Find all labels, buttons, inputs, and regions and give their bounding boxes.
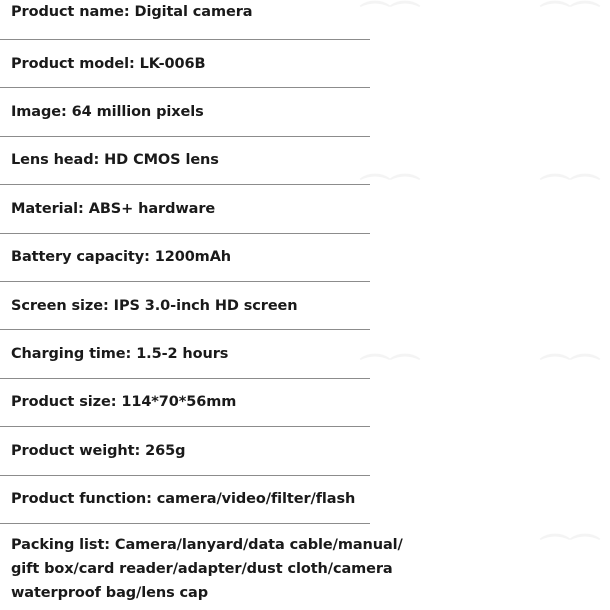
spec-row-product-model [0,40,370,88]
packing-list-line: gift box/card reader/adapter/dust cloth/camera [11,561,393,577]
watermark-mark: ⌒⌒ [540,173,600,208]
watermark-mark: ⌒⌒ [360,353,420,388]
spec-text: Lens head: HD CMOS lens [11,152,219,169]
spec-text: Product model: LK-006B [11,55,206,72]
spec-text: Product size: 114*70*56mm [11,394,237,411]
spec-row-lens-head [0,137,370,185]
spec-text: Battery capacity: 1200mAh [11,249,232,266]
spec-text: Product function: camera/video/filter/flash [11,491,356,508]
watermark-mark: ⌒⌒ [360,0,420,35]
spec-row-charging-time [0,330,370,378]
spec-row-product-weight [0,427,370,475]
packing-list [11,533,406,605]
spec-text: Material: ABS+ hardware [11,200,216,217]
watermark-mark: ⌒⌒ [540,0,600,35]
spec-text: Image: 64 million pixels [11,104,204,121]
spec-row-screen-size [0,282,370,330]
spec-text: Charging time: 1.5-2 hours [11,346,229,363]
spec-row-battery-capacity [0,234,370,282]
spec-row-product-function [0,476,370,524]
watermark-mark: ⌒⌒ [360,173,420,208]
watermark-mark: ⌒⌒ [540,533,600,568]
spec-row-product-name [0,0,370,40]
spec-row-image [0,88,370,136]
spec-text: Product weight: 265g [11,442,186,459]
watermark-mark: ⌒⌒ [540,353,600,388]
spec-row-material [0,185,370,233]
spec-row-product-size [0,379,370,427]
packing-list-line: Packing list: Camera/lanyard/data cable/manual/ [11,537,403,553]
spec-text: Product name: Digital camera [11,4,253,20]
packing-list-line: waterproof bag/lens cap [11,585,209,601]
spec-text: Screen size: IPS 3.0-inch HD screen [11,297,298,314]
